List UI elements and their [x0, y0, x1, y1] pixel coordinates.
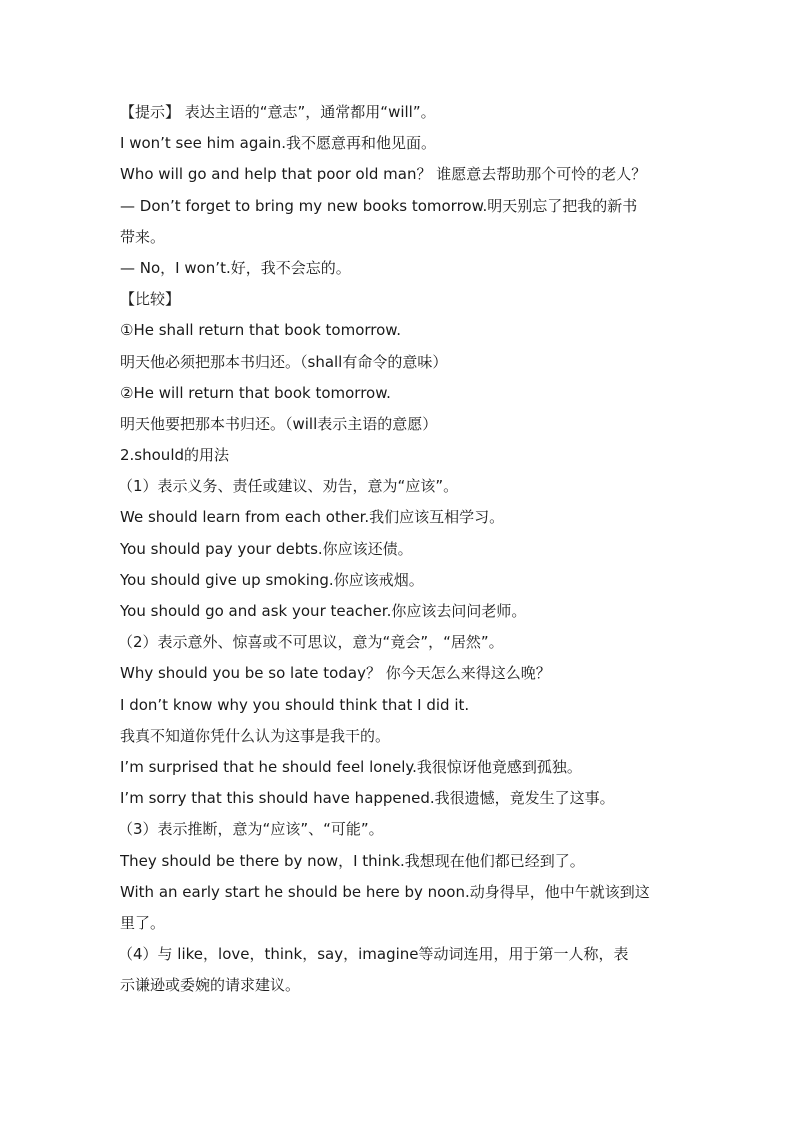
translation-line: 我真不知道你凭什么认为这事是我干的。: [120, 726, 391, 745]
usage-point: （1）表示义务、责任或建议、劝告，意为“应该”。: [118, 477, 459, 496]
example-sentence: ②He will return that book tomorrow.: [120, 383, 391, 402]
usage-point: （4）与 like，love，think，say，imagine等动词连用，用于第一人称，表: [118, 945, 629, 964]
dialogue-line: — Don’t forget to bring my new books tomorrow.明天别忘了把我的新书: [120, 196, 638, 215]
usage-point-continued: 示谦逊或委婉的请求建议。: [120, 976, 301, 995]
dialogue-line-continued: 带来。: [120, 227, 166, 246]
example-sentence: You should give up smoking.你应该戒烟。: [120, 570, 424, 589]
example-sentence: You should go and ask your teacher.你应该去问问老师。: [120, 602, 527, 620]
translation-line: 明天他必须把那本书归还。（shall有命令的意味）: [120, 352, 448, 371]
example-sentence: I don’t know why you should think that I did it.: [120, 695, 470, 714]
example-sentence: I’m surprised that he should feel lonely.我很惊讶他竟感到孤独。: [120, 757, 582, 776]
example-sentence: I won’t see him again.我不愿意再和他见面。: [120, 134, 437, 153]
dialogue-line: — No，I won’t.好，我不会忘的。: [120, 258, 351, 277]
example-sentence: We should learn from each other.我们应该互相学习。: [120, 508, 505, 527]
example-sentence: Why should you be so late today？ 你今天怎么来得这么晚？: [120, 664, 551, 683]
example-sentence: Who will go and help that poor old man？ 谁愿意去帮助那个可怜的老人？: [120, 165, 647, 184]
example-sentence: You should pay your debts.你应该还债。: [120, 539, 413, 558]
example-sentence: With an early start he should be here by noon.动身得早，他中午就该到这: [120, 882, 650, 901]
example-sentence-continued: 里了。: [120, 913, 166, 932]
document-body: [120, 97, 686, 1001]
section-heading: 2.should的用法: [120, 446, 230, 465]
example-sentence: I’m sorry that this should have happened.我很遗憾，竟发生了这事。: [120, 789, 615, 808]
example-sentence: They should be there by now，I think.我想现在他们都已经到了。: [120, 851, 585, 870]
tip-heading: 【提示】 表达主语的“意志”，通常都用“will”。: [120, 103, 436, 121]
usage-point: （2）表示意外、惊喜或不可思议，意为“竟会”，“居然”。: [118, 633, 504, 652]
translation-line: 明天他要把那本书归还。（will表示主语的意愿）: [120, 414, 438, 433]
compare-heading: 【比较】: [120, 290, 181, 309]
example-sentence: ①He shall return that book tomorrow.: [120, 321, 401, 340]
usage-point: （3）表示推断，意为“应该”、“可能”。: [118, 820, 384, 839]
